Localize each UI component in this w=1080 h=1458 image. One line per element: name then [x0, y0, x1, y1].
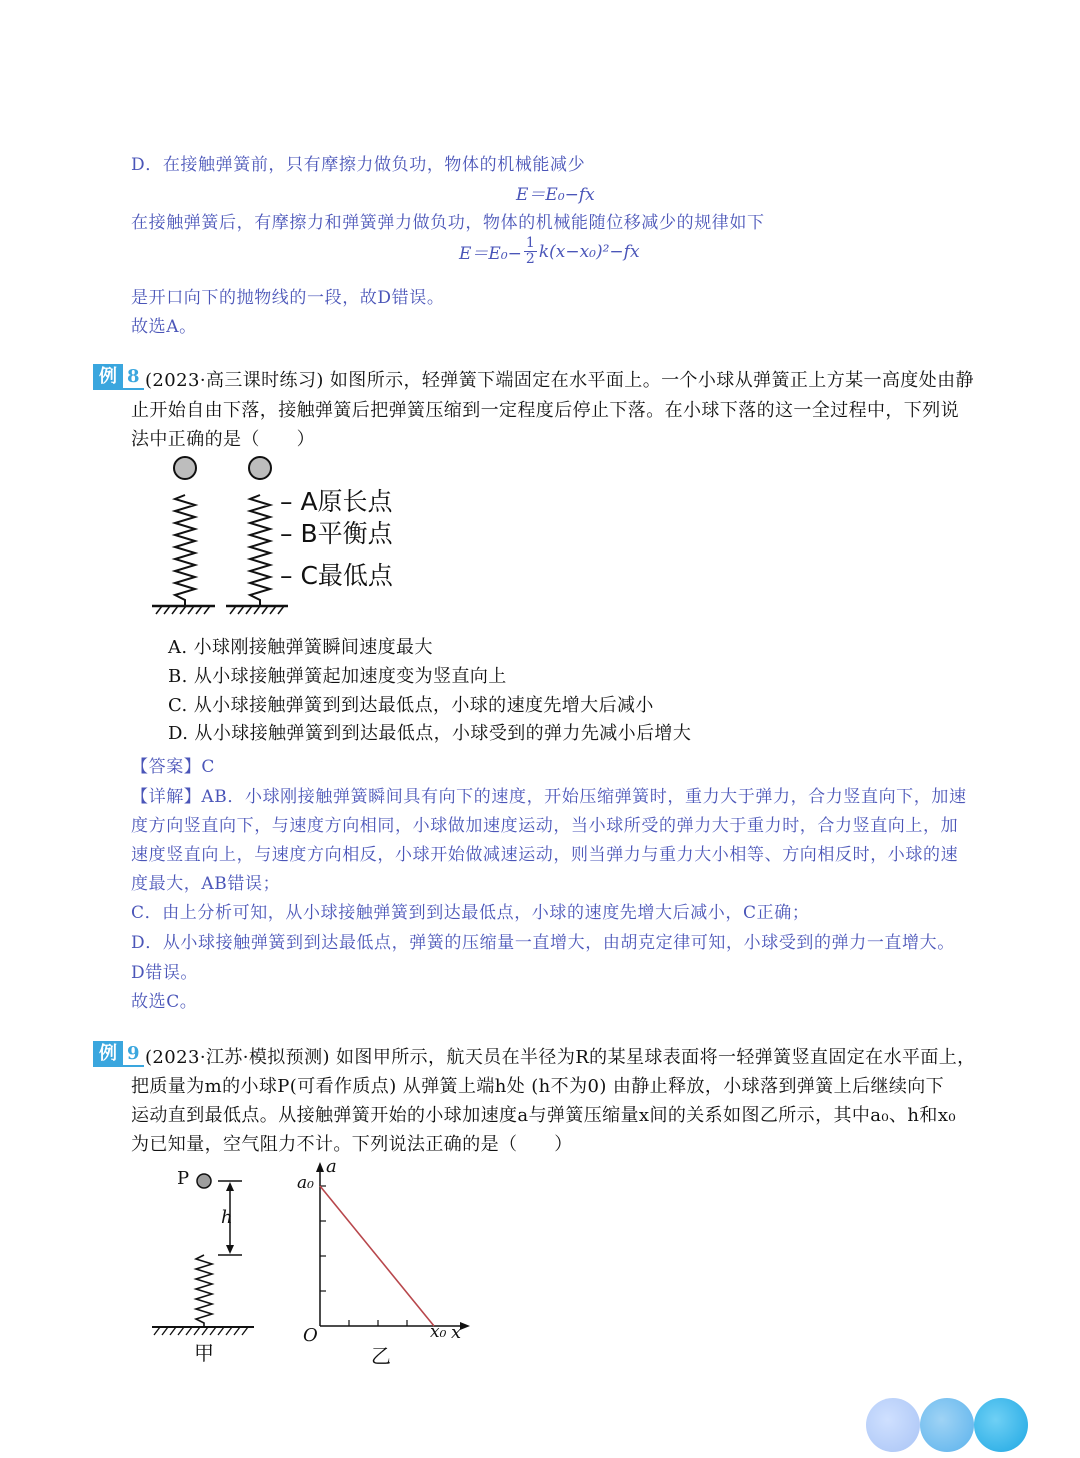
solution-d-line: D．在接触弹簧前，只有摩擦力做负功，物体的机械能减少 — [131, 155, 586, 175]
detail-line-8: 故选C。 — [131, 992, 198, 1012]
example-tag-label: 例 — [93, 364, 123, 390]
x-ticks — [349, 1320, 407, 1326]
ball-icon — [249, 457, 271, 479]
fraction-denominator: 2 — [525, 251, 535, 267]
equation-2-left: E＝E₀− — [459, 244, 522, 264]
detail-line-2: 度方向竖直向下，与速度方向相同，小球做加速度运动，当小球所受的弹力大于重力时，合力竖直向上，加 — [131, 816, 959, 836]
origin-label: O — [303, 1325, 318, 1346]
example-9-tag — [93, 1041, 144, 1067]
example-8-stem-line-3: 法中正确的是（ ） — [131, 429, 315, 450]
spring-setup-left — [152, 457, 215, 614]
example-tag-label: 例 — [93, 1041, 123, 1067]
figure-jia — [150, 1165, 270, 1365]
decoration-dot-icon — [920, 1398, 974, 1452]
equation-2 — [459, 236, 640, 267]
spring-icon — [250, 495, 270, 606]
equation-1: E＝E₀−fx — [516, 185, 595, 205]
equation-2-fraction — [524, 236, 537, 267]
ball-p-label: P — [177, 1168, 190, 1189]
figure-jia-caption: 甲 — [194, 1341, 214, 1365]
answer-line: 【答案】C — [131, 757, 216, 777]
detail-line-3: 速度竖直向上，与速度方向相反，小球开始做减速运动，则当弹力与重力大小相等、方向相反时，小球的速 — [131, 845, 959, 865]
solution-choose: 故选A。 — [131, 317, 197, 337]
acceleration-line — [320, 1186, 434, 1326]
ball-p-icon — [197, 1174, 211, 1188]
spring-setup-right — [226, 457, 288, 614]
solution-after-line: 在接触弹簧后，有摩擦力和弹簧弹力做负功，物体的机械能随位移减少的规律如下 — [131, 213, 765, 233]
x0-label: x₀ — [430, 1322, 447, 1342]
spring-icon — [175, 495, 195, 606]
option-a: A. 小球刚接触弹簧瞬间速度最大 — [168, 637, 433, 658]
ground-hatch — [154, 1327, 248, 1335]
example-tag-number: 8 — [123, 364, 144, 390]
example-9-stem-line-3: 运动直到最低点。从接触弹簧开始的小球加速度a与弹簧压缩量x间的关系如图乙所示，其中a₀、h和x₀ — [131, 1105, 956, 1126]
example-9-stem-line-2: 把质量为m的小球P(可看作质点) 从弹簧上端h处 (h不为0) 由静止释放，小球落到弹簧上后继续向下 — [131, 1076, 945, 1097]
detail-line-4: 度最大，AB错误； — [131, 874, 281, 894]
arrow-up-icon — [226, 1182, 234, 1191]
point-b-label: – B平衡点 — [280, 519, 393, 548]
point-a-label: – A原长点 — [280, 487, 393, 516]
figure-yi-caption: 乙 — [371, 1344, 391, 1368]
figure-yi-graph — [300, 1160, 475, 1340]
example-9-stem-line-4: 为已知量，空气阻力不计。下列说法正确的是（ ） — [131, 1134, 573, 1155]
fraction-numerator: 1 — [525, 235, 535, 251]
x-axis-label: x — [451, 1322, 462, 1343]
option-b: B. 从小球接触弹簧起加速度变为竖直向上 — [168, 666, 507, 687]
height-h-label: h — [221, 1207, 233, 1228]
a-axis-label: a — [326, 1156, 337, 1177]
example-9-stem-line-1: (2023·江苏·模拟预测) 如图甲所示，航天员在半径为R的某星球表面将一轻弹簧竖直固定在水平面上， — [145, 1047, 976, 1068]
example-8-tag — [93, 364, 144, 390]
a0-label: a₀ — [297, 1173, 314, 1193]
y-ticks — [320, 1186, 326, 1291]
solution-parabola-line: 是开口向下的抛物线的一段，故D错误。 — [131, 288, 445, 308]
y-axis-arrow-icon — [316, 1162, 324, 1172]
example-8-stem-line-1: (2023·高三课时练习) 如图所示，轻弹簧下端固定在水平面上。一个小球从弹簧正上方某一高度处由静 — [145, 370, 974, 391]
example-tag-number: 9 — [123, 1041, 144, 1067]
detail-line-6: D．从小球接触弹簧到到达最低点，弹簧的压缩量一直增大，由胡克定律可知，小球受到的弹力一直增大。 — [131, 933, 955, 953]
option-d: D. 从小球接触弹簧到到达最低点，小球受到的弹力先减小后增大 — [168, 723, 692, 744]
decoration-dot-icon — [974, 1398, 1028, 1452]
arrow-down-icon — [226, 1245, 234, 1254]
equation-2-right: k(x−x₀)²−fx — [538, 241, 640, 262]
detail-line-1: 【详解】AB．小球刚接触弹簧瞬间具有向下的速度，开始压缩弹簧时，重力大于弹力，合力竖直向下，加速 — [131, 787, 967, 807]
example-8-stem-line-2: 止开始自由下落，接触弹簧后把弹簧压缩到一定程度后停止下落。在小球下落的这一全过程中，下列说 — [131, 400, 959, 421]
point-c-label: – C最低点 — [280, 561, 393, 590]
detail-line-5: C．由上分析可知，从小球接触弹簧到到达最低点，小球的速度先增大后减小，C正确； — [131, 903, 810, 923]
option-c: C. 从小球接触弹簧到到达最低点，小球的速度先增大后减小 — [168, 695, 654, 716]
x-axis-arrow-icon — [460, 1322, 470, 1330]
decoration-dot-icon — [866, 1398, 920, 1452]
detail-line-7: D错误。 — [131, 963, 199, 983]
ball-icon — [174, 457, 196, 479]
spring-icon — [196, 1255, 212, 1327]
